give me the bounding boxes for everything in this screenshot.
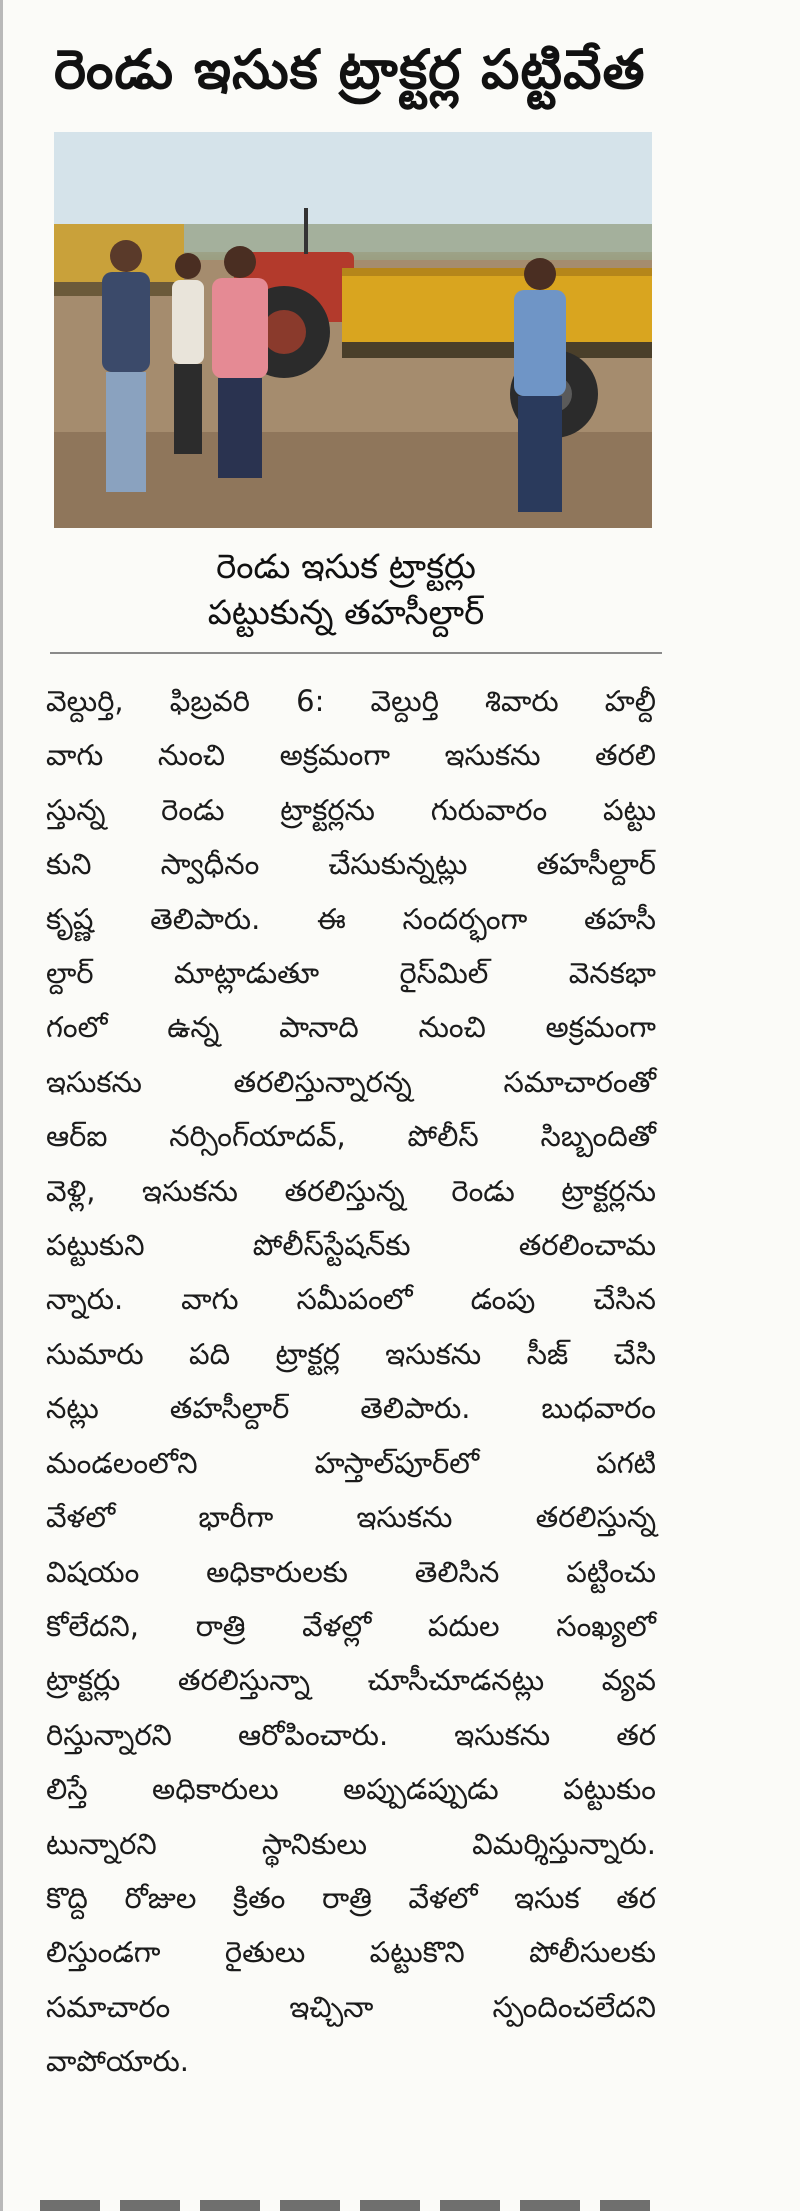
article-body-line: సమాచారం ఇచ్చినా స్పందించలేదని (46, 1989, 656, 2024)
article-body-line: గంలో ఉన్న పానాది నుంచి అక్రమంగా (46, 1010, 656, 1045)
photo-caption-line-2: పట్టుకున్న తహసీల్దార్ (207, 593, 485, 633)
article-body-line: ఆర్‌ఐ నర్సింగ్‌యాదవ్, పోలీస్ సిబ్బందితో (46, 1119, 656, 1154)
article-body-line: వేళలో భారీగా ఇసుకను తరలిస్తున్న (46, 1500, 656, 1535)
article-body-line: కోలేదని, రాత్రి వేళల్లో పదుల సంఖ్యలో (46, 1608, 656, 1643)
next-article-fragment (40, 2200, 650, 2211)
news-photo (54, 132, 652, 528)
article-body-line: నట్లు తహసీల్దార్ తెలిపారు. బుధవారం (46, 1391, 656, 1426)
article-body-line: వాగు నుంచి అక్రమంగా ఇసుకను తరలి (46, 738, 656, 773)
article-body-line: మండలంలోని హస్తాల్‌పూర్‌లో పగటి (46, 1445, 656, 1480)
article-body-line: వెళ్లి, ఇసుకను తరలిస్తున్న రెండు ట్రాక్టర్లను (46, 1173, 656, 1208)
article-body (46, 674, 656, 2089)
news-article (40, 0, 656, 2089)
article-body-line: లిస్తుండగా రైతులు పట్టుకొని పోలీసులకు (46, 1935, 656, 1970)
article-body-line: కృష్ణ తెలిపారు. ఈ సందర్భంగా తహసీ (46, 901, 656, 936)
photo-illustration (54, 132, 652, 528)
column-divider (0, 0, 3, 2211)
article-body-line: పట్టుకుని పోలీస్‌స్టేషన్‌కు తరలించామ (46, 1228, 656, 1263)
headline: రెండు ఇసుక ట్రాక్టర్ల పట్టివేత (54, 38, 646, 101)
photo-caption-line-1: రెండు ఇసుక ట్రాక్టర్లు (216, 547, 476, 587)
article-body-line: రిస్తున్నారని ఆరోపించారు. ఇసుకను తర (46, 1717, 656, 1752)
article-body-line: లిస్తే అధికారులు అప్పుడప్పుడు పట్టుకుం (46, 1772, 656, 1807)
article-body-line: స్తున్న రెండు ట్రాక్టర్లను గురువారం పట్టు (46, 792, 656, 827)
article-body-line: వాపోయారు. (46, 2044, 189, 2079)
article-body-line: కొద్ది రోజుల క్రితం రాత్రి వేళలో ఇసుక తర (46, 1880, 656, 1915)
article-body-line: ఇసుకను తరలిస్తున్నారన్న సమాచారంతో (46, 1064, 656, 1099)
photo-caption (40, 544, 652, 636)
article-body-line: వెల్దుర్తి, ఫిబ్రవరి 6: వెల్దుర్తి శివారు హల్దీ (46, 684, 656, 718)
caption-rule (50, 652, 662, 654)
article-body-line: విషయం అధికారులకు తెలిసిన పట్టించు (46, 1554, 656, 1589)
article-body-line: ల్దార్ మాట్లాడుతూ రైస్‌మిల్ వెనకభా (46, 956, 656, 991)
article-body-line: టున్నారని స్థానికులు విమర్శిస్తున్నారు. (46, 1826, 656, 1861)
article-body-line: కుని స్వాధీనం చేసుకున్నట్లు తహసీల్దార్ (46, 847, 656, 882)
article-body-line: న్నారు. వాగు సమీపంలో డంపు చేసిన (46, 1282, 656, 1317)
article-body-line: ట్రాక్టర్లు తరలిస్తున్నా చూసీచూడనట్లు వ్యవ (46, 1663, 656, 1698)
article-body-line: సుమారు పది ట్రాక్టర్ల ఇసుకను సీజ్ చేసి (46, 1336, 656, 1371)
